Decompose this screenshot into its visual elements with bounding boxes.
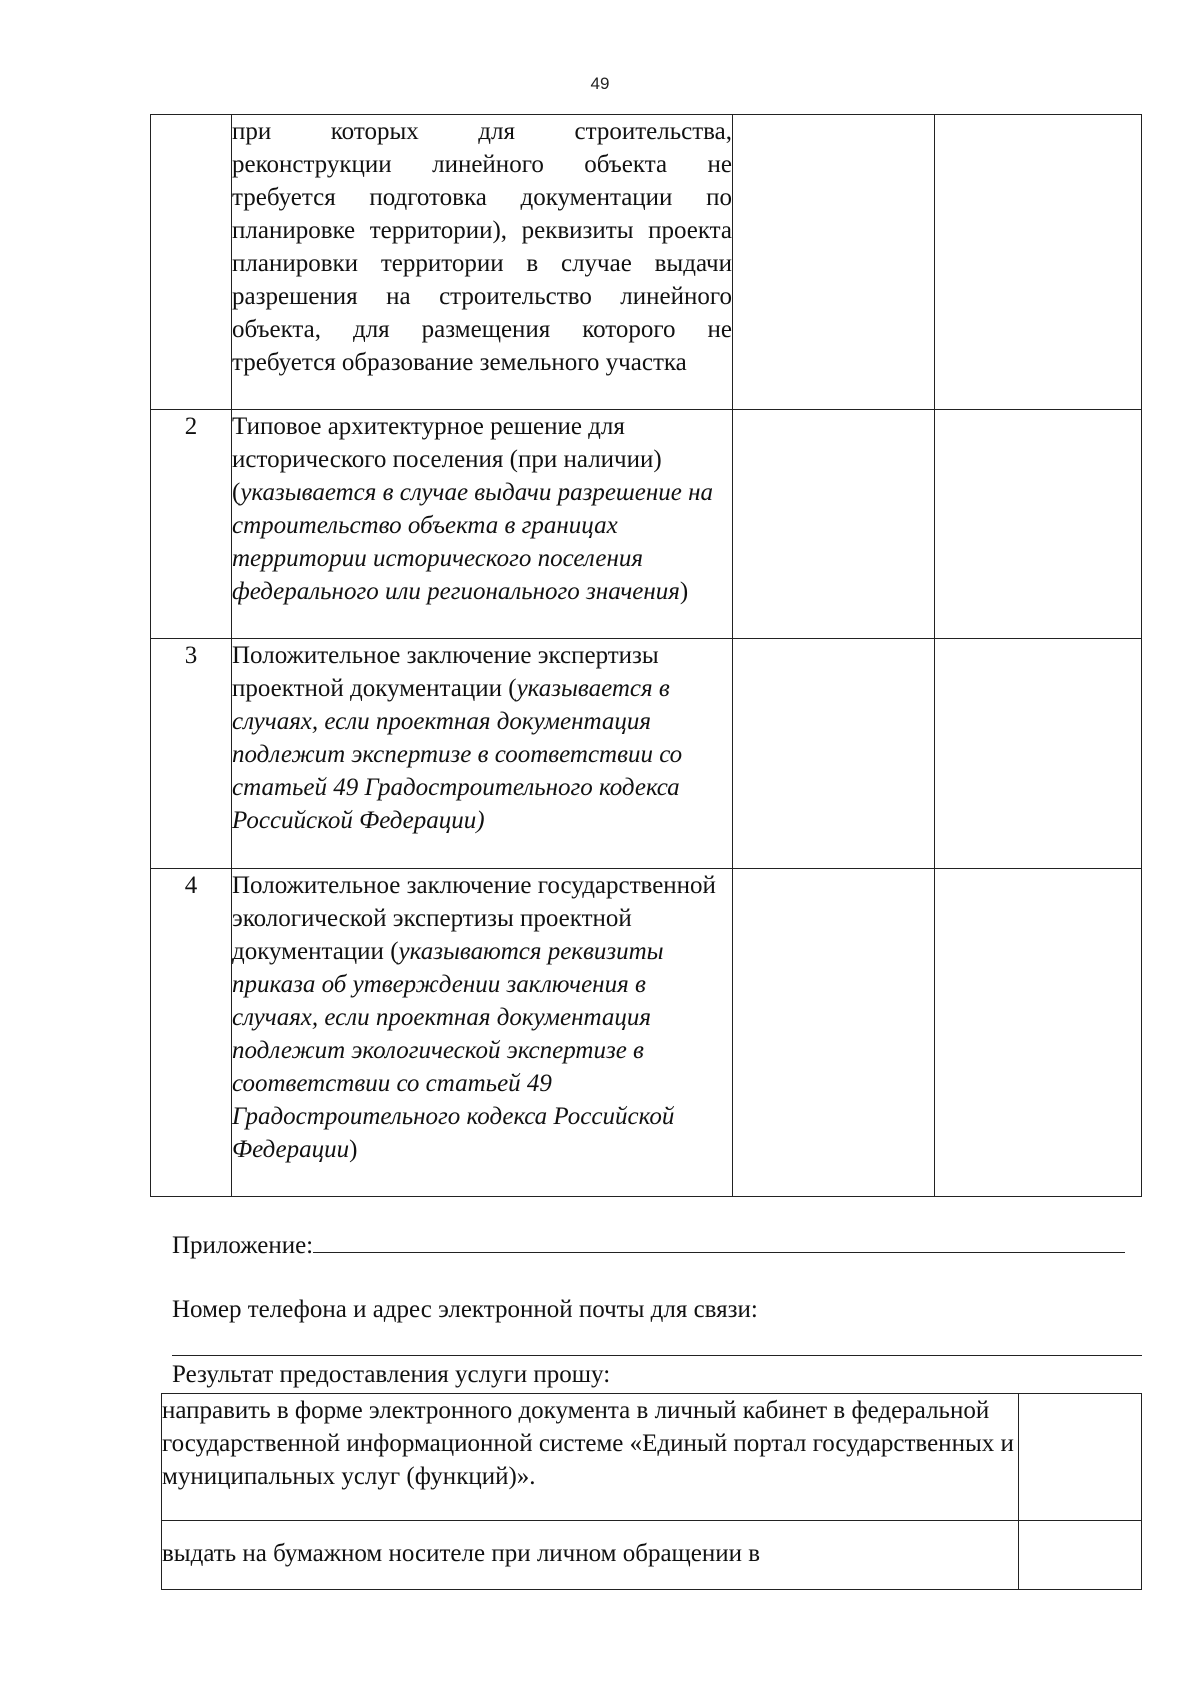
date-cell[interactable] xyxy=(935,410,1142,639)
option-text: направить в форме электронного документа в личный кабинет в федеральной государственной информационной системе «Единый портал государственных и муниципальных услуг (функций)». xyxy=(162,1394,1019,1521)
contact-label: Номер телефона и адрес электронной почты для связи: xyxy=(172,1296,758,1323)
details-cell[interactable] xyxy=(733,410,935,639)
date-cell[interactable] xyxy=(935,115,1142,410)
row-description xyxy=(232,869,733,1197)
note-close-paren: ) xyxy=(349,1136,358,1163)
row-description xyxy=(232,115,733,410)
row-description xyxy=(232,410,733,639)
row-main-text: Положительное заключение государственной экологической экспертизы проектной документации xyxy=(232,872,716,965)
row-note: указывается в случаях, если проектная документация подлежит экспертизе в соответствии со статьей 49 Градостроительного кодекса Российской Федерации) xyxy=(232,675,683,834)
details-cell[interactable] xyxy=(733,869,935,1197)
note-open-paren: ( xyxy=(232,479,241,506)
option-checkbox[interactable] xyxy=(1019,1394,1142,1521)
attachment-line xyxy=(172,1226,1125,1262)
row-number: 2 xyxy=(151,410,232,639)
row-number xyxy=(151,115,232,410)
attachment-field[interactable] xyxy=(313,1226,1125,1253)
page-number: 49 xyxy=(590,74,610,93)
table-row xyxy=(151,639,1142,869)
row-number: 3 xyxy=(151,639,232,869)
option-row xyxy=(162,1394,1142,1521)
row-text: при которых для строительства, реконструкции линейного объекта не требуется подготовка документации по планировке территории), реквизиты проекта планировки территории в случае выдачи разрешения на строительство линейного объекта, для размещения которого не требуется образование земельного участка xyxy=(232,118,732,376)
result-label: Результат предоставления услуги прошу: xyxy=(172,1361,611,1388)
details-cell[interactable] xyxy=(733,115,935,410)
row-text xyxy=(232,869,732,1166)
date-cell[interactable] xyxy=(935,639,1142,869)
option-row xyxy=(162,1521,1142,1590)
note-open-paren: ( xyxy=(390,938,399,965)
option-checkbox[interactable] xyxy=(1019,1521,1142,1590)
details-cell[interactable] xyxy=(733,639,935,869)
row-note: указываются реквизиты приказа об утверждении заключения в случаях, если проектная документация подлежит экологической экспертизе в соответствии со статьей 49 Градостроительного кодекса Российской Федерации xyxy=(232,938,675,1163)
attachment-label: Приложение: xyxy=(172,1232,314,1259)
option-text: выдать на бумажном носителе при личном обращении в xyxy=(162,1521,1019,1590)
row-main-text: Типовое архитектурное решение для исторического поселения (при наличии) xyxy=(232,413,662,473)
note-close-paren: ) xyxy=(679,578,689,605)
row-main-text: Положительное заключение экспертизы проектной документации xyxy=(232,642,659,702)
date-cell[interactable] xyxy=(935,869,1142,1197)
row-text xyxy=(232,410,732,608)
result-options-table xyxy=(161,1393,1142,1590)
table-row xyxy=(151,869,1142,1197)
documents-table xyxy=(150,114,1142,1197)
row-number: 4 xyxy=(151,869,232,1197)
note-open-paren: ( xyxy=(508,675,517,702)
table-row xyxy=(151,410,1142,639)
row-text xyxy=(232,639,732,837)
row-note: указывается в случае выдачи разрешение на строительство объекта в границах территории исторического поселения федерального или регионального значения xyxy=(232,479,714,605)
table-row xyxy=(151,115,1142,410)
contact-field[interactable] xyxy=(172,1355,1142,1356)
row-description xyxy=(232,639,733,869)
